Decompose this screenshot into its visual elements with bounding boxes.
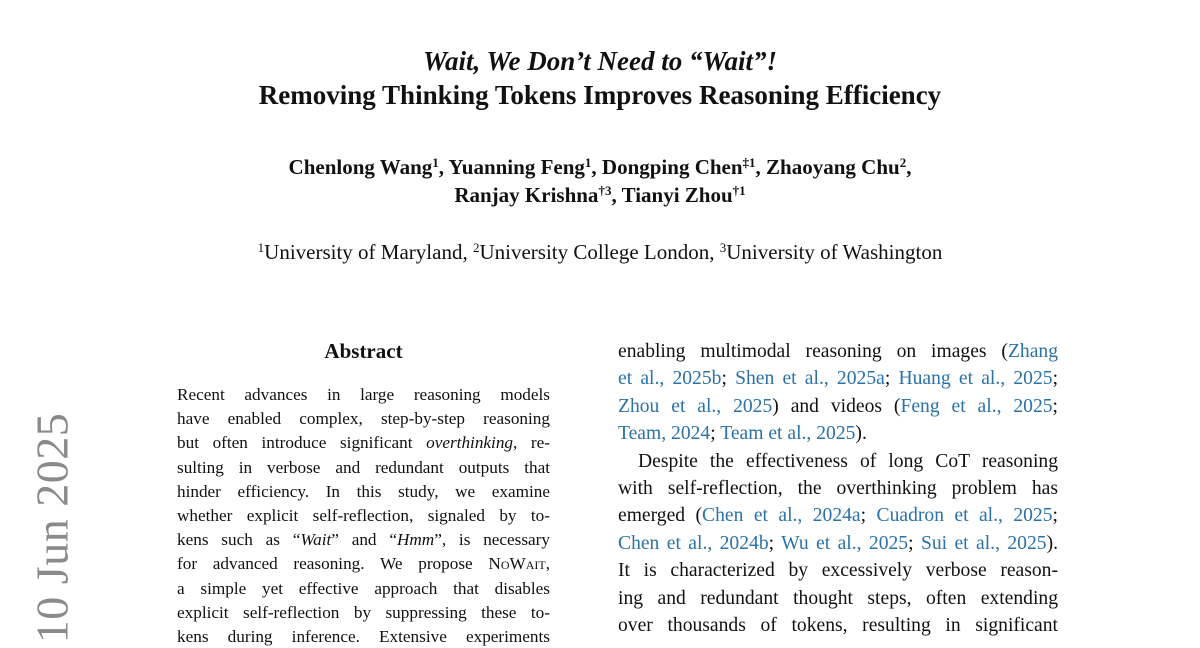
- text-run: for advanced reasoning. We propose: [177, 554, 489, 574]
- abstract-line: [177, 480, 550, 504]
- text-run: ;: [860, 505, 877, 527]
- citation-link[interactable]: Feng et al., 2025: [900, 395, 1053, 417]
- text-run: ;: [710, 423, 721, 445]
- text-run: kens during inference. Extensive experiments: [177, 627, 550, 647]
- text-run: ;: [908, 532, 921, 554]
- affiliation-name: University of Maryland: [264, 240, 463, 264]
- abstract-heading: Abstract: [324, 339, 403, 363]
- author-separator: ,: [906, 155, 912, 179]
- text-run: ”, is necessary: [434, 530, 550, 550]
- author-affiliation-mark: 2: [899, 155, 907, 170]
- author-line-2: [0, 181, 1200, 209]
- text-run: ,: [545, 554, 550, 574]
- author-affiliation-mark: 1: [584, 155, 592, 170]
- citation-link[interactable]: Sui et al., 2025: [920, 532, 1047, 554]
- abstract-line: [177, 407, 550, 431]
- citation-link[interactable]: Wu et al., 2025: [781, 532, 909, 554]
- body-line: [618, 338, 1058, 365]
- affiliation-list: [0, 238, 1200, 266]
- text-run: It is characterized by excessively verbose reason-: [618, 560, 1058, 582]
- text-run: explicit self-reflection by suppressing these to-: [177, 602, 550, 622]
- author-list: [0, 153, 1200, 209]
- text-run: Despite the effectiveness of long CoT reasoning: [638, 450, 1058, 472]
- body-line: [618, 585, 1058, 612]
- author-name: Tianyi Zhou: [621, 183, 733, 207]
- abstract-line: [177, 577, 550, 601]
- text-run: have enabled complex, step-by-step reasoning: [177, 409, 550, 429]
- emphasis-term: Hmm: [396, 530, 435, 550]
- body-line: [618, 393, 1058, 420]
- affiliation-name: University of Washington: [726, 240, 943, 264]
- author-affiliation-mark: †1: [732, 183, 746, 198]
- citation-link[interactable]: Team, 2024: [618, 423, 711, 445]
- author-name: Chenlong Wang: [288, 155, 433, 179]
- author-name: Yuanning Feng: [448, 155, 585, 179]
- author-affiliation-mark: 1: [432, 155, 439, 170]
- text-run: over thousands of tokens, resulting in significant: [618, 615, 1058, 637]
- title-line-1: Wait, We Don’t Need to “Wait”!: [423, 46, 777, 76]
- emphasis-term: Wait: [300, 530, 332, 550]
- citation-link[interactable]: Zhou et al., 2025: [618, 395, 773, 417]
- author-separator: ,: [755, 155, 767, 179]
- text-run: a simple yet effective approach that disables: [177, 578, 550, 598]
- abstract-line: [177, 601, 550, 625]
- body-text-column: [618, 338, 1058, 639]
- text-run: ” and “: [331, 530, 397, 550]
- text-run: ing and redundant thought steps, often extending: [618, 587, 1058, 609]
- text-run: ;: [1052, 395, 1058, 417]
- text-run: ;: [884, 368, 899, 390]
- affiliation-mark: 3: [719, 240, 727, 255]
- text-run: ).: [1046, 532, 1058, 554]
- text-run: ) and videos (: [772, 395, 901, 417]
- emphasis-term: overthinking: [426, 433, 514, 453]
- text-run: ;: [1052, 505, 1058, 527]
- author-affiliation-mark: ‡1: [742, 155, 756, 170]
- abstract-line: [177, 431, 550, 455]
- text-run: ;: [721, 368, 736, 390]
- body-line: [618, 448, 1058, 475]
- text-run: whether explicit self-reflection, signaled by to-: [177, 506, 550, 526]
- author-name: Ranjay Krishna: [454, 183, 599, 207]
- author-affiliation-mark: †3: [598, 183, 612, 198]
- citation-link[interactable]: Chen et al., 2024b: [618, 532, 769, 554]
- text-run: ).: [855, 423, 867, 445]
- text-run: emerged (: [618, 505, 703, 527]
- citation-link[interactable]: Shen et al., 2025a: [735, 368, 885, 390]
- text-run: sulting in verbose and redundant outputs that: [177, 457, 550, 477]
- citation-link[interactable]: Chen et al., 2024a: [702, 505, 861, 527]
- paper-title: [0, 44, 1200, 112]
- body-line: [618, 502, 1058, 529]
- text-run: kens such as “: [177, 530, 301, 550]
- abstract-line: [177, 504, 550, 528]
- affiliation-separator: ,: [709, 240, 720, 264]
- text-run: enabling multimodal reasoning on images (: [618, 341, 1008, 362]
- author-separator: ,: [611, 183, 622, 207]
- affiliation-mark: 2: [472, 240, 480, 255]
- title-line-2: Removing Thinking Tokens Improves Reasoning Efficiency: [258, 80, 942, 110]
- citation-link[interactable]: Huang et al., 2025: [898, 368, 1053, 390]
- citation-link[interactable]: Team et al., 2025: [720, 423, 856, 445]
- affiliation-mark: 1: [257, 240, 265, 255]
- abstract-line: [177, 552, 550, 576]
- body-line: [618, 612, 1058, 639]
- body-line: [618, 420, 1058, 447]
- text-run: with self-reflection, the overthinking problem has: [618, 478, 1058, 500]
- arxiv-date-stamp: 10 Jun 2025: [26, 412, 78, 644]
- citation-link[interactable]: Cuadron et al., 2025: [876, 505, 1053, 527]
- text-run: hinder efficiency. In this study, we examine: [177, 481, 550, 501]
- author-line-1: [0, 153, 1200, 181]
- author-name: Zhaoyang Chu: [766, 155, 900, 179]
- text-run: , re-: [513, 433, 550, 453]
- author-separator: ,: [591, 155, 602, 179]
- body-line: [618, 530, 1058, 557]
- text-run: ;: [1052, 368, 1059, 390]
- text-run: ;: [768, 532, 782, 554]
- abstract-body: [177, 383, 550, 648]
- author-name: Dongping Chen: [601, 155, 743, 179]
- abstract-line: [177, 456, 550, 480]
- affiliation-separator: ,: [462, 240, 473, 264]
- text-run: but often introduce significant: [177, 433, 427, 453]
- abstract-line: [177, 383, 550, 407]
- author-separator: ,: [438, 155, 449, 179]
- abstract-line: [177, 528, 550, 552]
- citation-link[interactable]: Zhang: [1007, 341, 1058, 362]
- citation-link[interactable]: et al., 2025b: [618, 368, 722, 390]
- body-line: [618, 475, 1058, 502]
- body-line: [618, 365, 1058, 392]
- body-line: [618, 557, 1058, 584]
- method-name: NoWait: [488, 554, 546, 574]
- affiliation-name: University College London: [479, 240, 710, 264]
- text-run: Recent advances in large reasoning models: [177, 385, 550, 404]
- abstract-line: [177, 625, 550, 648]
